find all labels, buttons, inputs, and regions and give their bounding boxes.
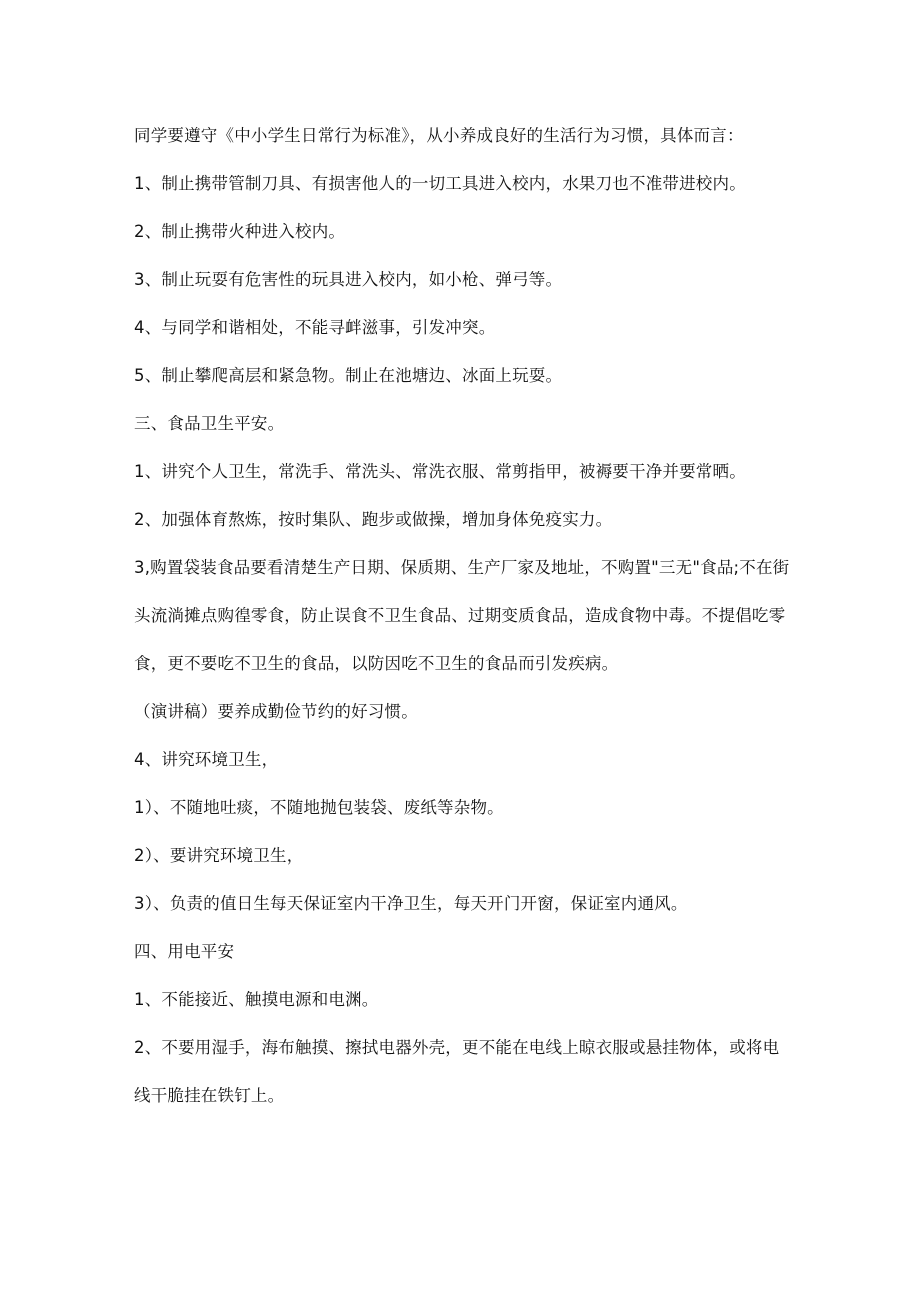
paragraph-rule-1: 1、制止携带管制刀具、有损害他人的一切工具进入校内，水果刀也不准带进校内。 — [134, 174, 746, 193]
paragraph-env-2: 2）、要讲究环境卫生， — [134, 846, 304, 865]
paragraph-food-3: 3,购置袋装食品要看清楚生产日期、保质期、生产厂家及地址，不购置"三无"食品;不在街头流淌摊点购徨零食，防止误食不卫生食品、过期变质食品，造成食物中毒。不提倡吃零食，更不要吃不卫生的食品，以防因吃不卫生的食品而引发疾病。 — [134, 558, 790, 673]
paragraph-electric-2: 2、不要用湿手，海布触摸、擦拭电器外壳，更不能在电线上晾衣服或悬挂物体，或将电线干脆挂在铁钉上。 — [134, 1038, 780, 1105]
paragraph-rule-5: 5、制止攀爬高层和紧急物。制止在池塘边、冰面上玩耍。 — [134, 366, 563, 385]
section-heading-electric-safety: 四、用电平安 — [134, 942, 235, 961]
paragraph-rule-2: 2、制止携带火种进入校内。 — [134, 222, 346, 241]
paragraph-food-4: 4、讲究环境卫生， — [134, 750, 279, 769]
paragraph-env-3: 3）、负责的值日生每天保证室内干净卫生，每天开门开窗，保证室内通风。 — [134, 894, 688, 913]
paragraph-electric-1: 1、不能接近、触摸电源和电渊。 — [134, 990, 379, 1009]
paragraph-intro: 同学要遵守《中小学生日常行为标准》，从小养成良好的生活行为习惯，具体而言： — [134, 126, 744, 145]
section-heading-food-safety: 三、食品卫生平安。 — [134, 414, 285, 433]
paragraph-frugal: （演讲稿）要养成勤俭节约的好习惯。 — [134, 702, 418, 721]
paragraph-env-1: 1）、不随地吐痰，不随地抛包装袋、废纸等杂物。 — [134, 798, 504, 817]
document-body — [134, 112, 794, 1120]
paragraph-food-1: 1、讲究个人卫生，常洗手、常洗头、常洗衣服、常剪指甲，被褥要干净并要常晒。 — [134, 462, 746, 481]
paragraph-rule-3: 3、制止玩耍有危害性的玩具进入校内，如小枪、弹弓等。 — [134, 270, 563, 289]
paragraph-food-2: 2、加强体育熬炼，按时集队、跑步或做操，增加身体免疫实力。 — [134, 510, 613, 529]
paragraph-rule-4: 4、与同学和谐相处，不能寻衅滋事，引发冲突。 — [134, 318, 496, 337]
